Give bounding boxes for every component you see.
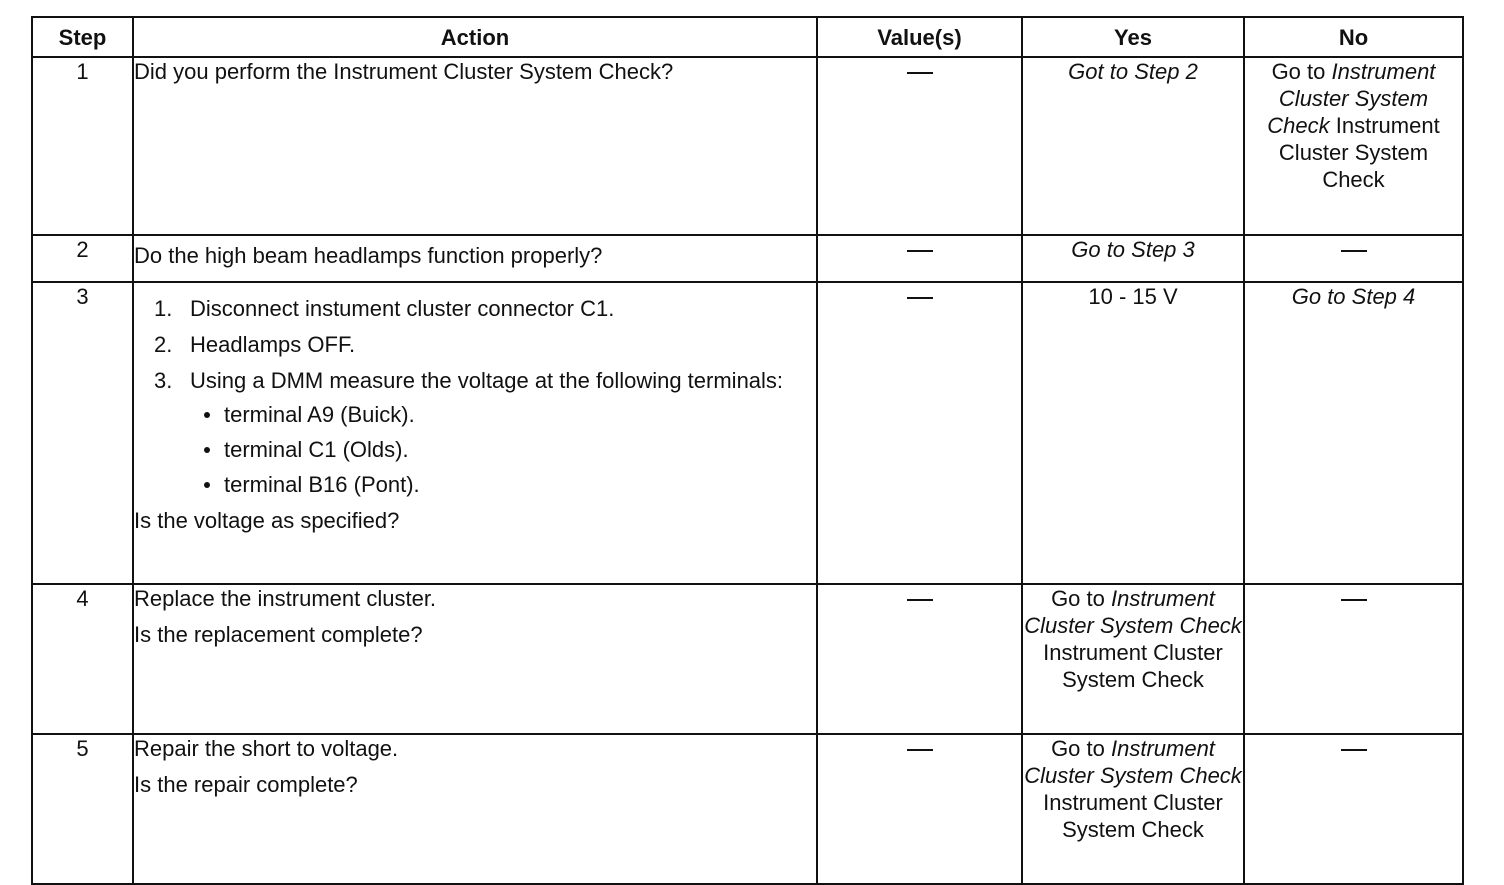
yes-cell — [1022, 235, 1244, 282]
no-link[interactable]: Go to Step 4 — [1291, 284, 1416, 309]
table-row — [32, 734, 1463, 884]
header-action: Action — [133, 17, 817, 57]
dash-mark — [907, 297, 933, 299]
header-row — [32, 17, 1463, 57]
terminal-list — [190, 401, 816, 498]
yes-link[interactable]: Instrument Cluster System Check — [1024, 586, 1242, 638]
header-values: Value(s) — [817, 17, 1022, 57]
action-cell — [133, 57, 817, 235]
no-cell — [1244, 282, 1463, 584]
action-text: Repair the short to voltage. — [134, 736, 399, 761]
header-no: No — [1244, 17, 1463, 57]
value-cell — [817, 282, 1022, 584]
dash-mark — [907, 599, 933, 601]
procedure-step — [134, 295, 816, 322]
step-text: Using a DMM measure the voltage at the following terminals: — [190, 368, 784, 393]
terminal-item: terminal B16 (Pont). — [190, 471, 816, 498]
action-cell — [133, 282, 817, 584]
no-suffix: Instrument Cluster System Check — [1278, 113, 1440, 192]
dash-mark — [907, 72, 933, 74]
action-text: Did you perform the Instrument Cluster System Check? — [134, 59, 674, 84]
table-row — [32, 57, 1463, 235]
no-cell — [1244, 584, 1463, 734]
procedure-list — [134, 295, 816, 498]
table-row — [32, 235, 1463, 282]
dash-mark — [1341, 599, 1367, 601]
yes-suffix: Instrument Cluster System Check — [1043, 790, 1223, 842]
action-text: Replace the instrument cluster. — [134, 586, 437, 611]
step-index: 2. — [154, 332, 173, 357]
yes-link[interactable]: Got to Step 2 — [1068, 59, 1198, 84]
action-question: Is the voltage as specified? — [134, 508, 400, 533]
diagnostic-table — [31, 16, 1464, 885]
table-row — [32, 584, 1463, 734]
step-number: 1 — [32, 57, 133, 235]
yes-cell — [1022, 282, 1244, 584]
value-cell — [817, 235, 1022, 282]
dash-mark — [1341, 749, 1367, 751]
dash-mark — [907, 749, 933, 751]
table-row — [32, 282, 1463, 584]
action-question: Is the replacement complete? — [134, 622, 423, 647]
value-cell — [817, 734, 1022, 884]
action-question: Is the repair complete? — [134, 772, 358, 797]
value-cell — [817, 57, 1022, 235]
no-cell — [1244, 57, 1463, 235]
terminal-item: terminal A9 (Buick). — [190, 401, 816, 428]
procedure-step — [134, 331, 816, 358]
procedure-step — [134, 367, 816, 498]
action-text: Do the high beam headlamps function properly? — [134, 243, 603, 268]
step-text: Disconnect instument cluster connector C1. — [190, 296, 615, 321]
yes-cell — [1022, 584, 1244, 734]
no-link[interactable]: Instrument Cluster System Check — [1267, 59, 1436, 138]
step-text: Headlamps OFF. — [190, 332, 356, 357]
no-cell — [1244, 235, 1463, 282]
yes-link[interactable]: Instrument Cluster System Check — [1024, 736, 1242, 788]
step-number: 5 — [32, 734, 133, 884]
action-cell — [133, 734, 817, 884]
header-yes: Yes — [1022, 17, 1244, 57]
action-cell — [133, 235, 817, 282]
yes-link[interactable]: Go to Step 3 — [1071, 237, 1195, 262]
step-number: 4 — [32, 584, 133, 734]
header-step: Step — [32, 17, 133, 57]
dash-mark — [1341, 250, 1367, 252]
voltage-spec: 10 - 15 V — [1088, 284, 1178, 309]
yes-prefix: Go to — [1051, 736, 1111, 761]
terminal-item: terminal C1 (Olds). — [190, 436, 816, 463]
yes-cell — [1022, 734, 1244, 884]
step-index: 3. — [154, 368, 173, 393]
step-index: 1. — [154, 296, 173, 321]
yes-prefix: Go to — [1051, 586, 1111, 611]
step-number: 3 — [32, 282, 133, 584]
action-cell — [133, 584, 817, 734]
yes-suffix: Instrument Cluster System Check — [1043, 640, 1223, 692]
no-prefix: Go to — [1271, 59, 1332, 84]
dash-mark — [907, 250, 933, 252]
yes-cell — [1022, 57, 1244, 235]
no-cell — [1244, 734, 1463, 884]
step-number: 2 — [32, 235, 133, 282]
value-cell — [817, 584, 1022, 734]
